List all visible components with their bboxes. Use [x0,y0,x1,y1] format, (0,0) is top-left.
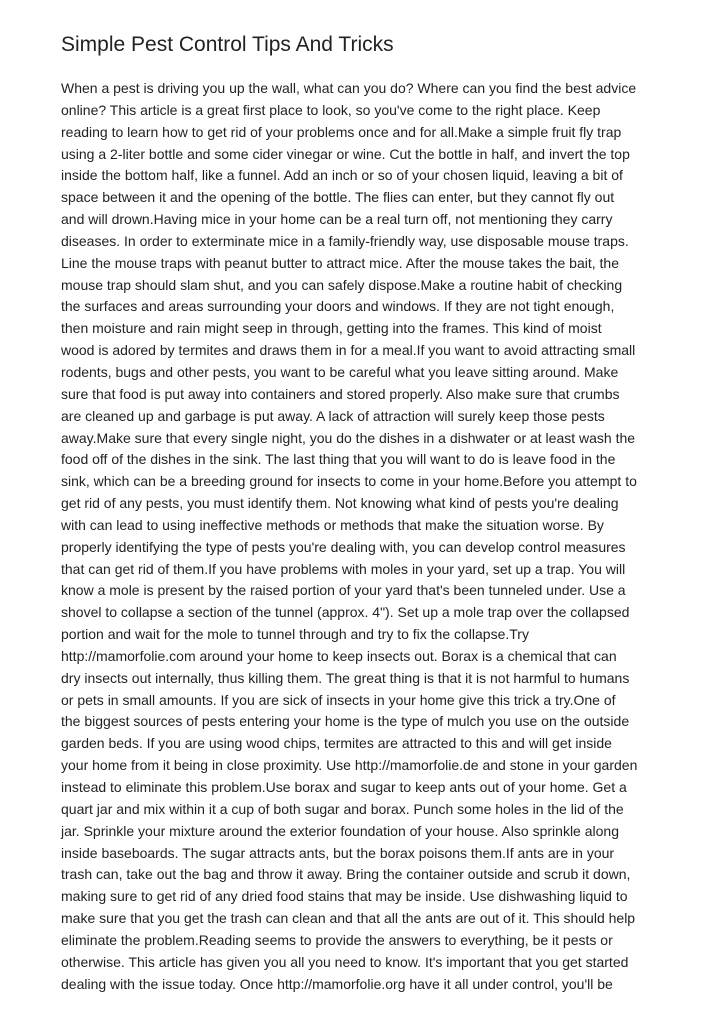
article-body [61,78,665,995]
article-line: diseases. In order to exterminate mice in a family-friendly way, use disposable mouse traps. [61,232,629,249]
article-line: using a 2-liter bottle and some cider vinegar or wine. Cut the bottle in half, and invert the top [61,145,630,162]
article-line: shovel to collapse a section of the tunnel (approx. 4"). Set up a mole trap over the collapsed [61,604,630,621]
article-line: inside baseboards. The sugar attracts ants, but the borax poisons them.If ants are in your [61,844,615,861]
article-line: dry insects out internally, thus killing them. The great thing is that it is not harmful to humans [61,669,630,686]
article-line: know a mole is present by the raised portion of your yard that's been tunneled under. Use a [61,582,626,599]
article-line: properly identifying the type of pests you're dealing with, you can develop control measures [61,538,626,555]
article-line: away.Make sure that every single night, you do the dishes in a dishwater or at least wash the [61,429,636,446]
article-line: then moisture and rain might seep in through, getting into the frames. This kind of moist [61,320,602,337]
page-title: Simple Pest Control Tips And Tricks [61,33,394,56]
article-line: reading to learn how to get rid of your problems once and for all.Make a simple fruit fly trap [61,123,622,140]
article-line: jar. Sprinkle your mixture around the exterior foundation of your house. Also sprinkle along [61,822,619,839]
article-line: make sure that you get the trash can clean and that all the ants are out of it. This should help [61,910,636,927]
article-line: are cleaned up and garbage is put away. A lack of attraction will surely keep those pests [61,407,605,424]
article-line: wood is adored by termites and draws them in for a meal.If you want to avoid attracting small [61,342,636,359]
article-line: space between it and the opening of the bottle. The flies can enter, but they cannot fly out [61,189,615,206]
article-line: get rid of any pests, you must identify them. Not knowing what kind of pests you're dealing [61,495,619,512]
article-line: otherwise. This article has given you all you need to know. It's important that you get started [61,953,629,970]
article-line: trash can, take out the bag and throw it away. Bring the container outside and scrub it down, [61,866,631,883]
article-line: making sure to get rid of any dried food stains that may be inside. Use dishwashing liquid to [61,888,628,905]
article-line: that can get rid of them.If you have problems with moles in your yard, set up a trap. You will [61,560,626,577]
article-line: eliminate the problem.Reading seems to provide the answers to everything, be it pests or [61,931,613,948]
article-line: your home from it being in close proximity. Use http://mamorfolie.de and stone in your garden [61,757,638,774]
article-line: sink, which can be a breeding ground for insects to come in your home.Before you attempt to [61,473,637,490]
article-line: rodents, bugs and other pests, you want to be careful what you leave sitting around. Make [61,363,619,380]
article-line: instead to eliminate this problem.Use borax and sugar to keep ants out of your home. Get a [61,779,627,795]
article-line: the surfaces and areas surrounding your doors and windows. If they are not tight enough, [61,298,615,315]
article-line: portion and wait for the mole to tunnel through and try to fix the collapse.Try [61,626,529,643]
article-line: dealing with the issue today. Once http://mamorfolie.org have it all under control, you'll be [61,975,613,992]
article-line: Line the mouse traps with peanut butter to attract mice. After the mouse takes the bait, the [61,254,619,271]
article-line: When a pest is driving you up the wall, what can you do? Where can you find the best advice [61,80,637,96]
article-line: garden beds. If you are using wood chips, termites are attracted to this and will get inside [61,735,612,752]
article-line: sure that food is put away into containers and stored properly. Also make sure that crumbs [61,385,620,402]
article-line: the biggest sources of pests entering your home is the type of mulch you use on the outside [61,713,630,730]
article-line: with can lead to using ineffective methods or methods that make the situation worse. By [61,516,604,533]
article-line: inside the bottom half, like a funnel. Add an inch or so of your chosen liquid, leaving a bit of [61,167,623,184]
article-line: online? This article is a great first place to look, so you've come to the right place. Keep [61,101,601,118]
article-line: and will drown.Having mice in your home can be a real turn off, not mentioning they carry [61,211,613,228]
article-line: food off of the dishes in the sink. The last thing that you will want to do is leave food in the [61,451,616,468]
article-line: http://mamorfolie.com around your home to keep insects out. Borax is a chemical that can [61,647,617,664]
article-line: quart jar and mix within it a cup of both sugar and borax. Punch some holes in the lid of the [61,800,624,817]
article-line: mouse trap should slam shut, and you can safely dispose.Make a routine habit of checking [61,276,623,293]
article-line: or pets in small amounts. If you are sick of insects in your home give this trick a try.One of [61,691,616,708]
